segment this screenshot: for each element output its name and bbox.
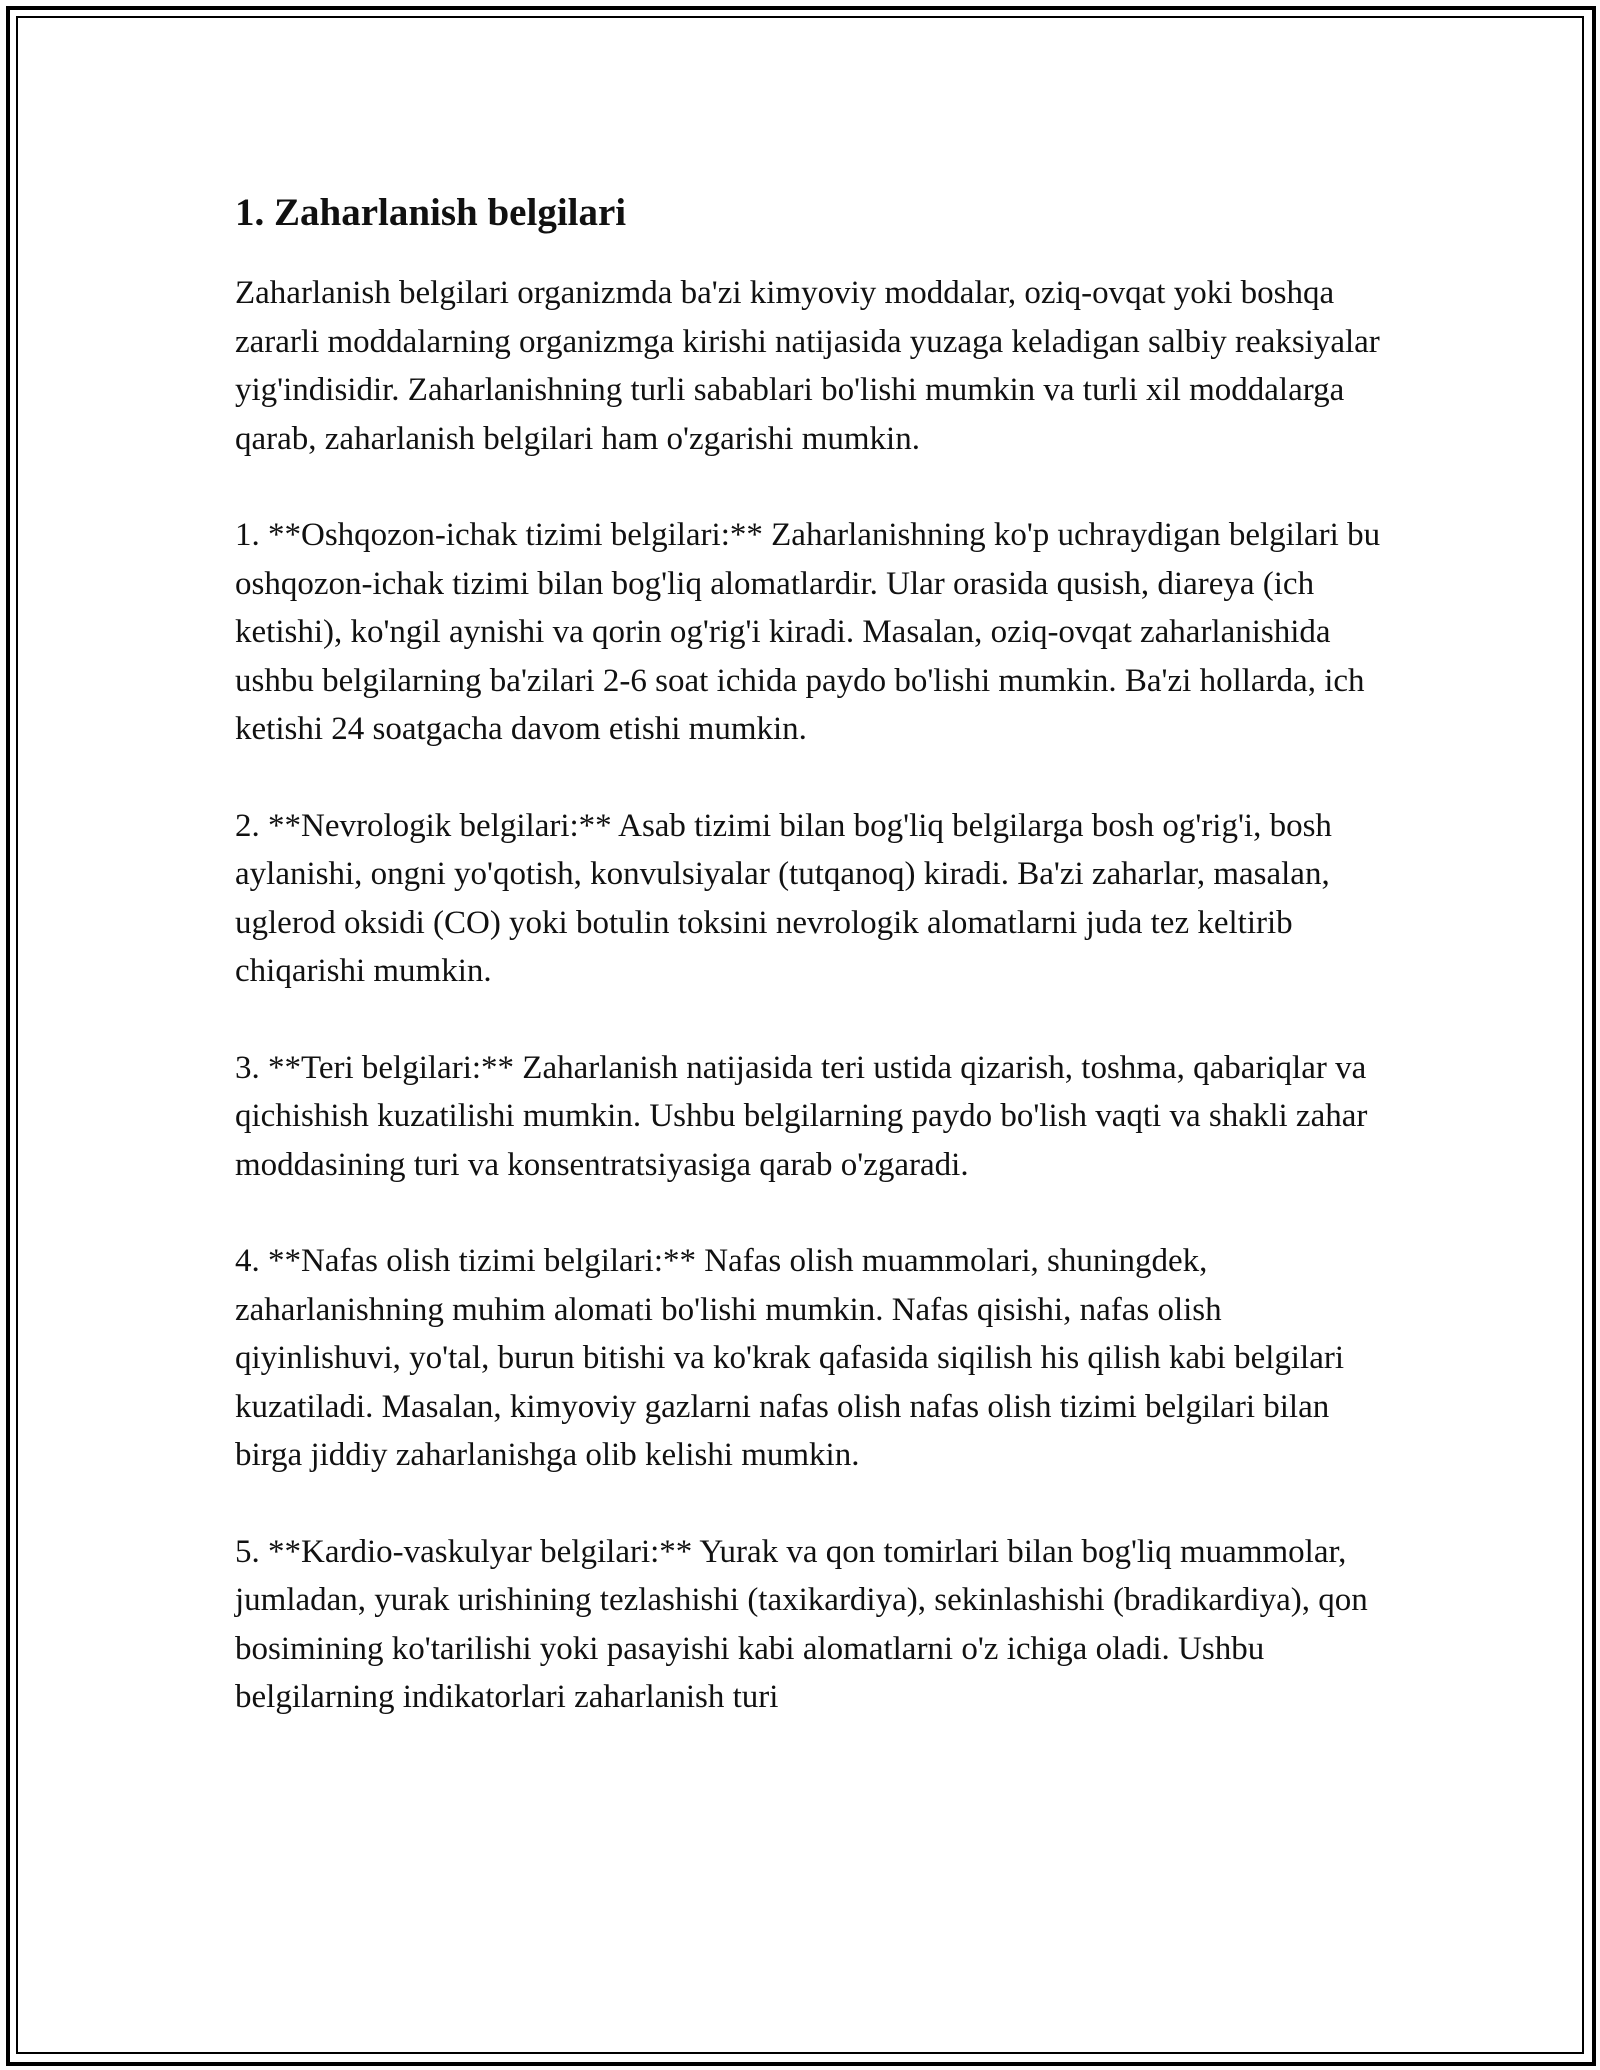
paragraph-gastrointestinal: 1. **Oshqozon-ichak tizimi belgilari:** Zaharlanishning ko'p uchraydigan belgilari bu oshqozon-ichak tizimi bilan bog'liq alomatlardir. Ular orasida qusish, diareya (ich ketishi), ko'ngil aynishi va qorin og'rig'i kiradi. Masalan, oziq-ovqat zaharlanishida ushbu belgilarning ba'zilari 2-6 soat ichida paydo bo'lishi mumkin. Ba'zi hollarda, ich ketishi 24 soatgacha davom etishi mumkin.: [235, 517, 1381, 747]
paragraph-neurological: 2. **Nevrologik belgilari:** Asab tizimi bilan bog'liq belgilarga bosh og'rig'i, bosh aylanishi, ongni yo'qotish, konvulsiyalar (tutqanoq) kiradi. Ba'zi zaharlar, masalan, uglerod oksidi (CO) yoki botulin toksini nevrologik alomatlarni juda tez keltirib chiqarishi mumkin.: [235, 807, 1332, 989]
section-heading: 1. Zaharlanish belgilari: [235, 191, 627, 234]
intro-paragraph: Zaharlanish belgilari organizmda ba'zi kimyoviy moddalar, oziq-ovqat yoki boshqa zararli moddalarning organizmga kirishi natijasida yuzaga keladigan salbiy reaksiyalar yig'indisidir. Zaharlanishning turli sabablari bo'lishi mumkin va turli xil moddalarga qarab, zaharlanish belgilari ham o'zgarishi mumkin.: [235, 275, 1380, 457]
paragraph-skin: 3. **Teri belgilari:** Zaharlanish natijasida teri ustida qizarish, toshma, qabariqlar va qichishish kuzatilishi mumkin. Ushbu belgilarning paydo bo'lish vaqti va shakli zahar moddasining turi va konsentratsiyasiga qarab o'zgaradi.: [235, 1049, 1368, 1183]
document-body: [235, 185, 1395, 1770]
paragraph-respiratory: 4. **Nafas olish tizimi belgilari:** Nafas olish muammolari, shuningdek, zaharlanishning muhim alomati bo'lishi mumkin. Nafas qisishi, nafas olish qiyinlishuvi, yo'tal, burun bitishi va ko'krak qafasida siqilish his qilish kabi belgilari kuzatiladi. Masalan, kimyoviy gazlarni nafas olish nafas olish tizimi belgilari bilan birga jiddiy zaharlanishga olib kelishi mumkin.: [235, 1243, 1345, 1473]
paragraph-cardiovascular: 5. **Kardio-vaskulyar belgilari:** Yurak va qon tomirlari bilan bog'liq muammolar, jumladan, yurak urishining tezlashishi (taxikardiya), sekinlashishi (bradikardiya), qon bosimining ko'tarilishi yoki pasayishi kabi alomatlarni o'z ichiga oladi. Ushbu belgilarning indikatorlari zaharlanish turi: [235, 1533, 1368, 1715]
